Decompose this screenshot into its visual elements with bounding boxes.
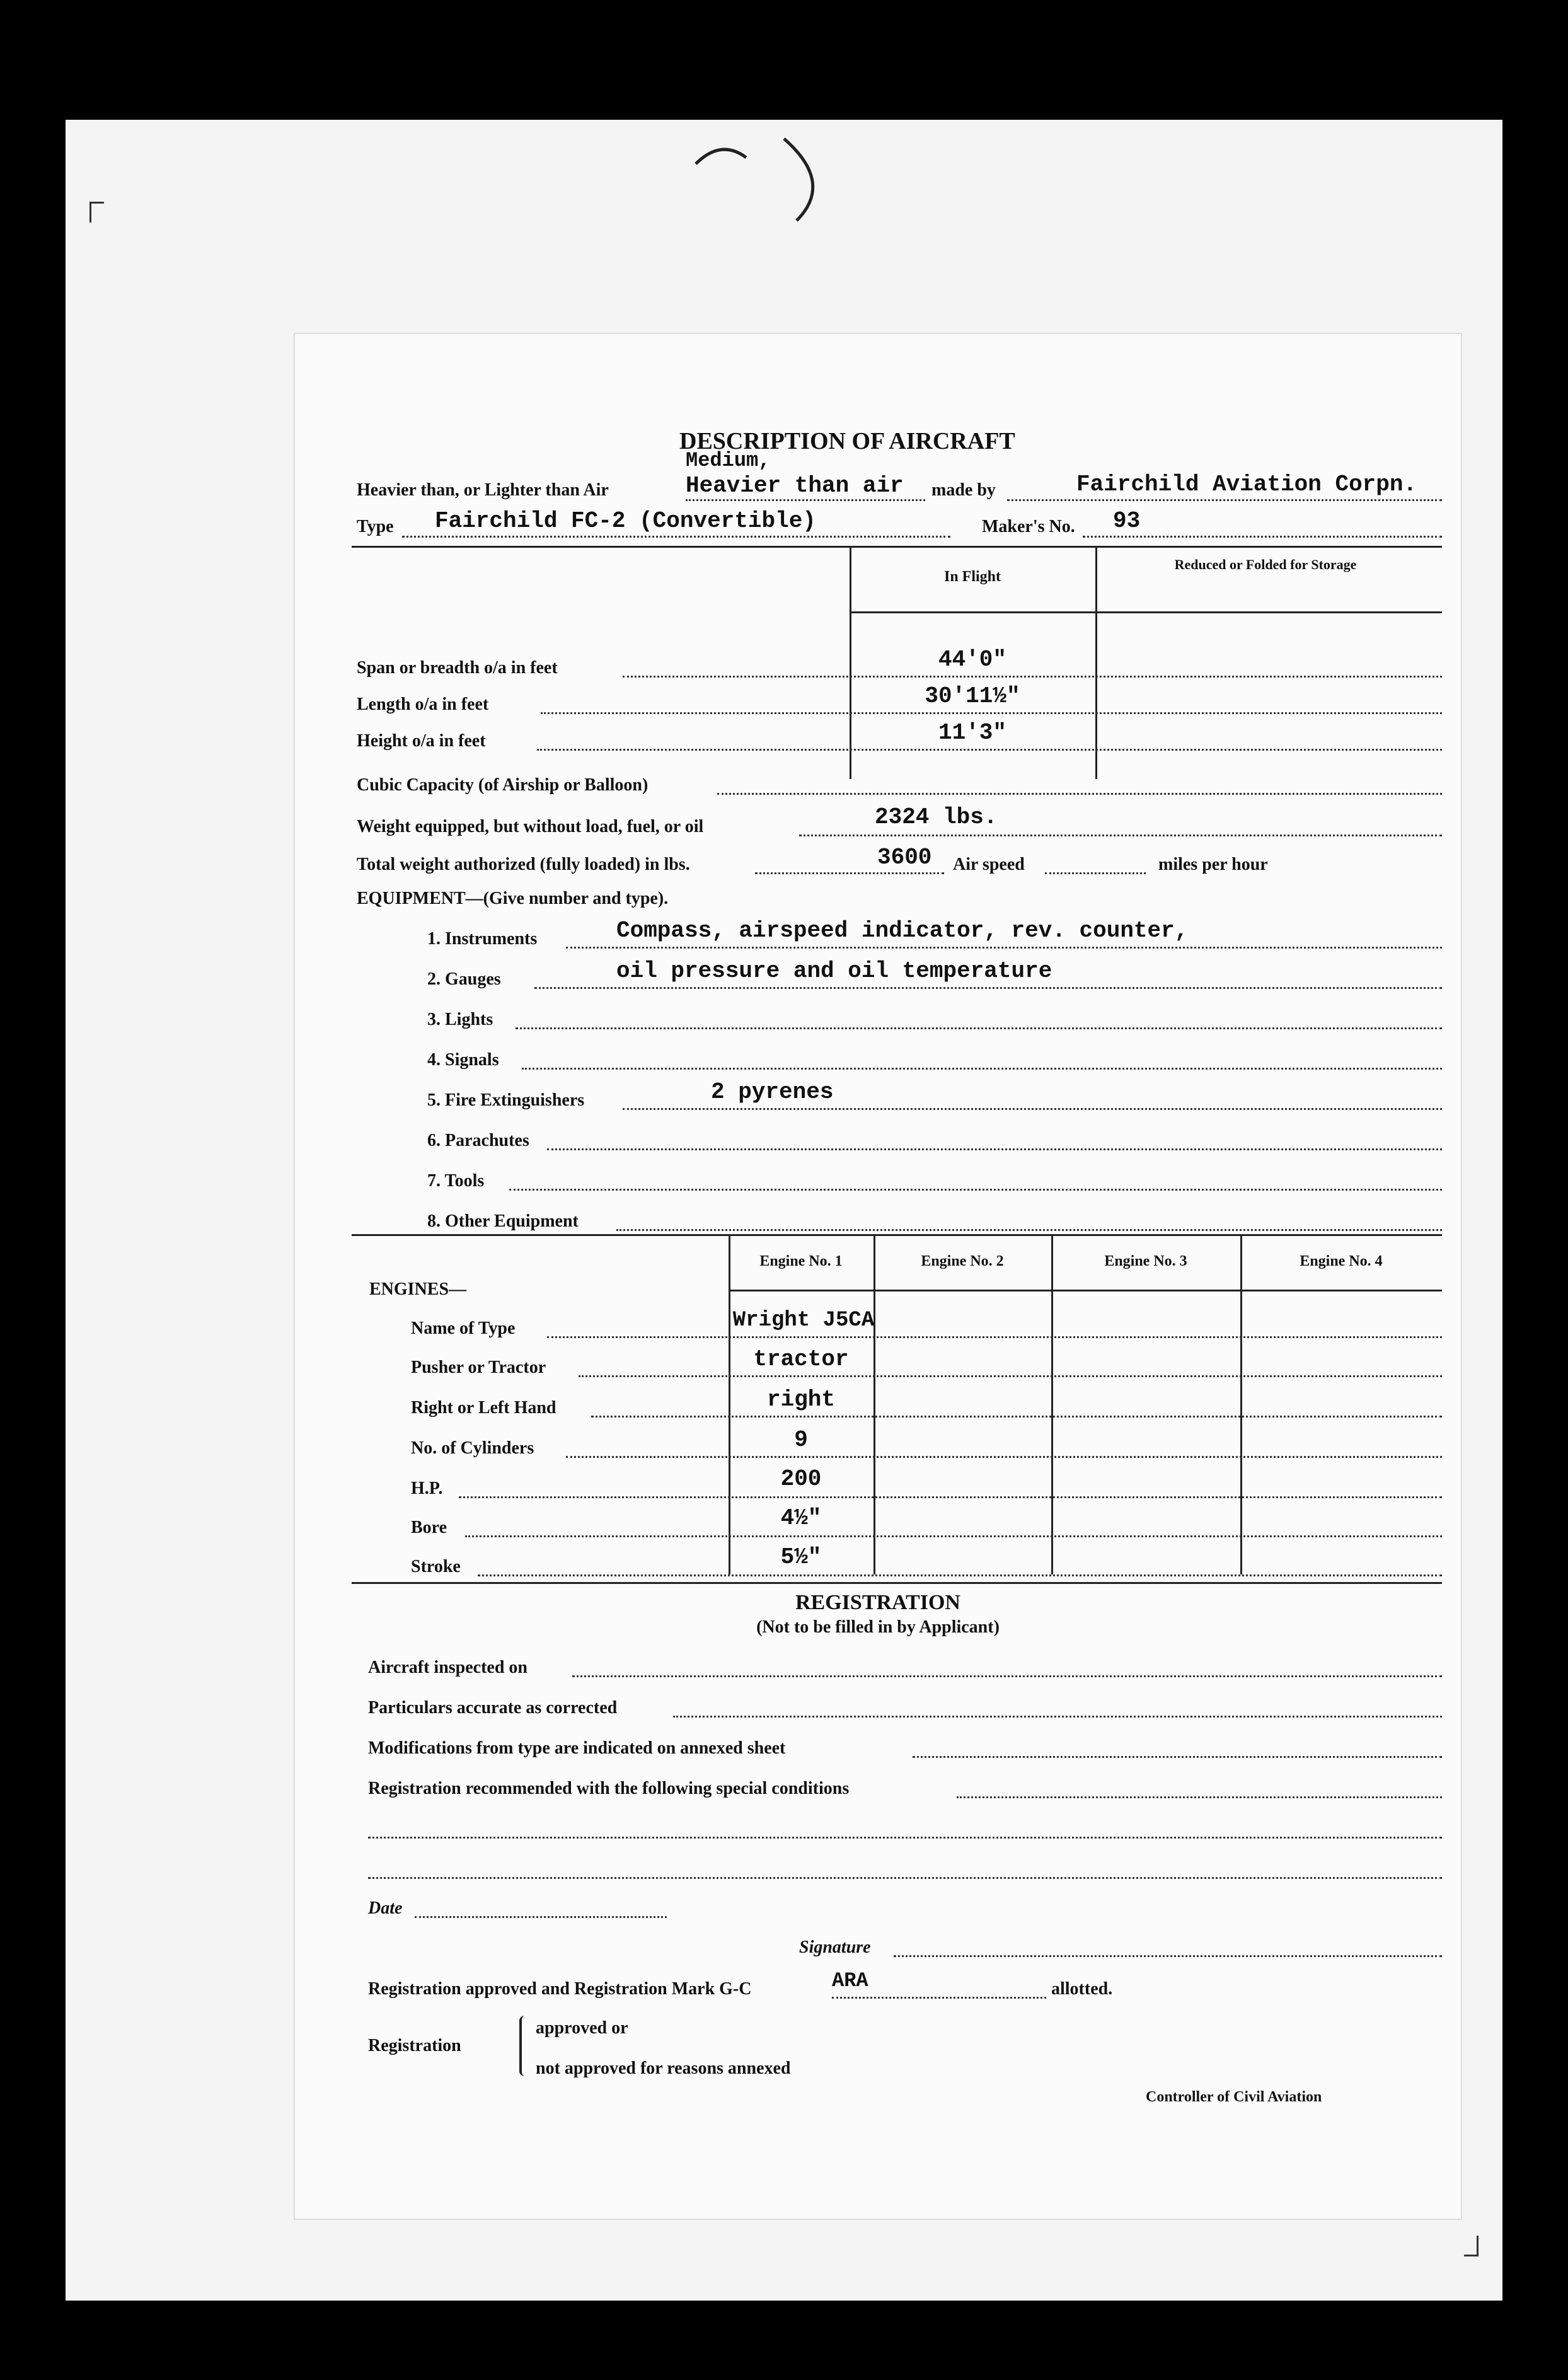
engine-row-label: Bore (411, 1518, 447, 1537)
registration-mark-value: ARA (832, 1969, 868, 1992)
cubic-dotline (717, 793, 1442, 795)
span-label: Span or breadth o/a in feet (357, 658, 558, 678)
engines-col-divider-4 (1240, 1234, 1242, 1574)
approved-or-option: approved or (536, 2018, 628, 2038)
type-value: Fairchild FC-2 (Convertible) (435, 508, 816, 534)
equipment-dotline (534, 987, 1442, 989)
airspeed-label: Air speed (953, 855, 1025, 874)
inspected-label: Aircraft inspected on (368, 1658, 527, 1677)
engine-row-dotline (566, 1456, 1442, 1458)
class-value-line1: Medium, (686, 449, 771, 472)
engines-header-rule (729, 1290, 1442, 1291)
modifications-label: Modifications from type are indicated on annexed sheet (368, 1738, 786, 1758)
engines-col-divider-2 (873, 1234, 875, 1574)
registration-subheading: (Not to be filled in by Applicant) (756, 1617, 1000, 1637)
type-dotline (402, 536, 950, 538)
equipment-item-label: 5. Fire Extinguishers (427, 1090, 585, 1110)
engines-heading: ENGINES— (369, 1280, 467, 1299)
class-label: Heavier than, or Lighter than Air (357, 480, 609, 500)
engine-row-dotline (478, 1574, 1442, 1576)
engines-col-divider-3 (1051, 1234, 1053, 1574)
recommended-label: Registration recommended with the following special conditions (368, 1779, 850, 1798)
equipment-item-label: 4. Signals (427, 1050, 499, 1070)
recommended-dotline (368, 1877, 1442, 1879)
signature-label: Signature (799, 1938, 871, 1957)
engine-col-header: Engine No. 1 (759, 1253, 843, 1269)
length-dotline (541, 712, 1442, 714)
page-title: DESCRIPTION OF AIRCRAFT (679, 428, 1015, 454)
mark-dotline (832, 1997, 1046, 1999)
engine-row-value: right (766, 1387, 836, 1412)
staple-mark-icon (671, 126, 860, 240)
equipment-dotline (616, 1229, 1442, 1231)
engines-top-rule (352, 1234, 1442, 1236)
equipment-item-label: 8. Other Equipment (427, 1211, 579, 1231)
col-in-flight: In Flight (943, 569, 1001, 585)
particulars-dotline (673, 1716, 1442, 1718)
class-value: Heavier than air (686, 473, 904, 499)
equipment-item-label: 3. Lights (427, 1010, 493, 1029)
approved-label: Registration approved and Registration Mark G-C (368, 1979, 752, 1999)
type-label: Type (357, 517, 394, 536)
engine-row-value: 4½" (780, 1505, 822, 1531)
equipment-heading: EQUIPMENT—(Give number and type). (357, 889, 669, 908)
engine-row-dotline (579, 1375, 1442, 1377)
weight-dotline (799, 835, 1442, 836)
engine-row-value: Wright J5CA (732, 1308, 875, 1332)
cubic-capacity-label: Cubic Capacity (of Airship or Balloon) (357, 775, 649, 795)
weight-equipped-value: 2324 lbs. (875, 804, 998, 830)
engine-row-value: tractor (753, 1346, 849, 1372)
height-label: Height o/a in feet (357, 731, 486, 751)
crop-mark-bottom-right (1464, 2236, 1479, 2256)
engine-col-header: Engine No. 3 (1104, 1253, 1187, 1269)
airspeed-dotline (1045, 872, 1146, 874)
total-weight-dotline (755, 872, 944, 874)
equipment-item-label: 2. Gauges (427, 969, 501, 989)
length-value: 30'11½" (925, 683, 1020, 709)
span-dotline (623, 676, 1442, 678)
engine-row-label: Stroke (411, 1557, 461, 1576)
engine-row-dotline (459, 1496, 1442, 1498)
makers-no-label: Maker's No. (982, 517, 1075, 536)
engine-row-value: 5½" (780, 1544, 822, 1570)
height-value: 11'3" (938, 720, 1007, 746)
weight-equipped-label: Weight equipped, but without load, fuel, or oil (357, 817, 704, 836)
equipment-dotline (522, 1068, 1442, 1070)
made-by-label: made by (931, 480, 996, 500)
makers-no-value: 93 (1113, 508, 1141, 534)
registration-label: Registration (368, 2036, 461, 2055)
particulars-label: Particulars accurate as corrected (368, 1698, 618, 1718)
recommended-dotline (957, 1796, 1442, 1798)
dimensions-header-rule (850, 611, 1442, 613)
inspected-dotline (572, 1675, 1442, 1677)
controller-label: Controller of Civil Aviation (1146, 2089, 1322, 2105)
mph-label: miles per hour (1158, 855, 1268, 874)
equipment-item-label: 6. Parachutes (427, 1131, 529, 1150)
aircraft-description-form (295, 334, 1461, 2219)
date-label: Date (368, 1898, 403, 1918)
engine-row-label: No. of Cylinders (411, 1438, 534, 1458)
makers-no-dotline (1083, 536, 1442, 538)
total-weight-label: Total weight authorized (fully loaded) in lbs. (357, 855, 690, 874)
equipment-dotline (547, 1148, 1442, 1150)
equipment-item-value: oil pressure and oil temperature (616, 958, 1052, 984)
engine-row-label: Name of Type (411, 1319, 516, 1338)
dimensions-top-rule (352, 546, 1442, 548)
engine-col-header: Engine No. 2 (921, 1253, 1004, 1269)
allotted-label: allotted. (1051, 1979, 1113, 1999)
signature-dotline (894, 1955, 1442, 1957)
equipment-dotline (623, 1108, 1442, 1110)
approval-brace (519, 2016, 531, 2076)
equipment-item-value: 2 pyrenes (711, 1079, 834, 1105)
not-approved-option: not approved for reasons annexed (536, 2059, 791, 2078)
engine-row-dotline (547, 1336, 1442, 1338)
recommended-dotline (368, 1837, 1442, 1839)
made-by-dotline (1007, 499, 1442, 501)
length-label: Length o/a in feet (357, 695, 489, 714)
height-dotline (537, 749, 1442, 751)
equipment-item-value: Compass, airspeed indicator, rev. counter, (616, 918, 1189, 944)
engine-row-dotline (465, 1535, 1442, 1537)
registration-heading: REGISTRATION (795, 1591, 960, 1614)
engine-row-label: Pusher or Tractor (411, 1358, 546, 1377)
dimensions-col-divider-2 (1095, 546, 1097, 779)
date-dotline (415, 1916, 667, 1918)
engine-row-label: Right or Left Hand (411, 1398, 556, 1418)
total-weight-value: 3600 (877, 845, 932, 870)
made-by-value: Fairchild Aviation Corpn. (1076, 471, 1417, 497)
class-dotline (686, 499, 925, 501)
engine-col-header: Engine No. 4 (1300, 1253, 1383, 1269)
engine-row-label: H.P. (411, 1479, 443, 1498)
engine-row-dotline (591, 1416, 1442, 1418)
span-value: 44'0" (938, 647, 1007, 673)
crop-mark-top-left (89, 202, 104, 222)
equipment-item-label: 7. Tools (427, 1171, 485, 1191)
equipment-dotline (509, 1189, 1442, 1191)
engine-row-value: 9 (794, 1427, 808, 1453)
equipment-dotline (516, 1027, 1442, 1029)
equipment-dotline (566, 947, 1442, 949)
engines-bottom-rule (352, 1582, 1442, 1584)
col-storage: Reduced or Folded for Storage (1174, 557, 1357, 572)
equipment-item-label: 1. Instruments (427, 929, 538, 949)
modifications-dotline (913, 1756, 1442, 1758)
engine-row-value: 200 (780, 1466, 822, 1492)
